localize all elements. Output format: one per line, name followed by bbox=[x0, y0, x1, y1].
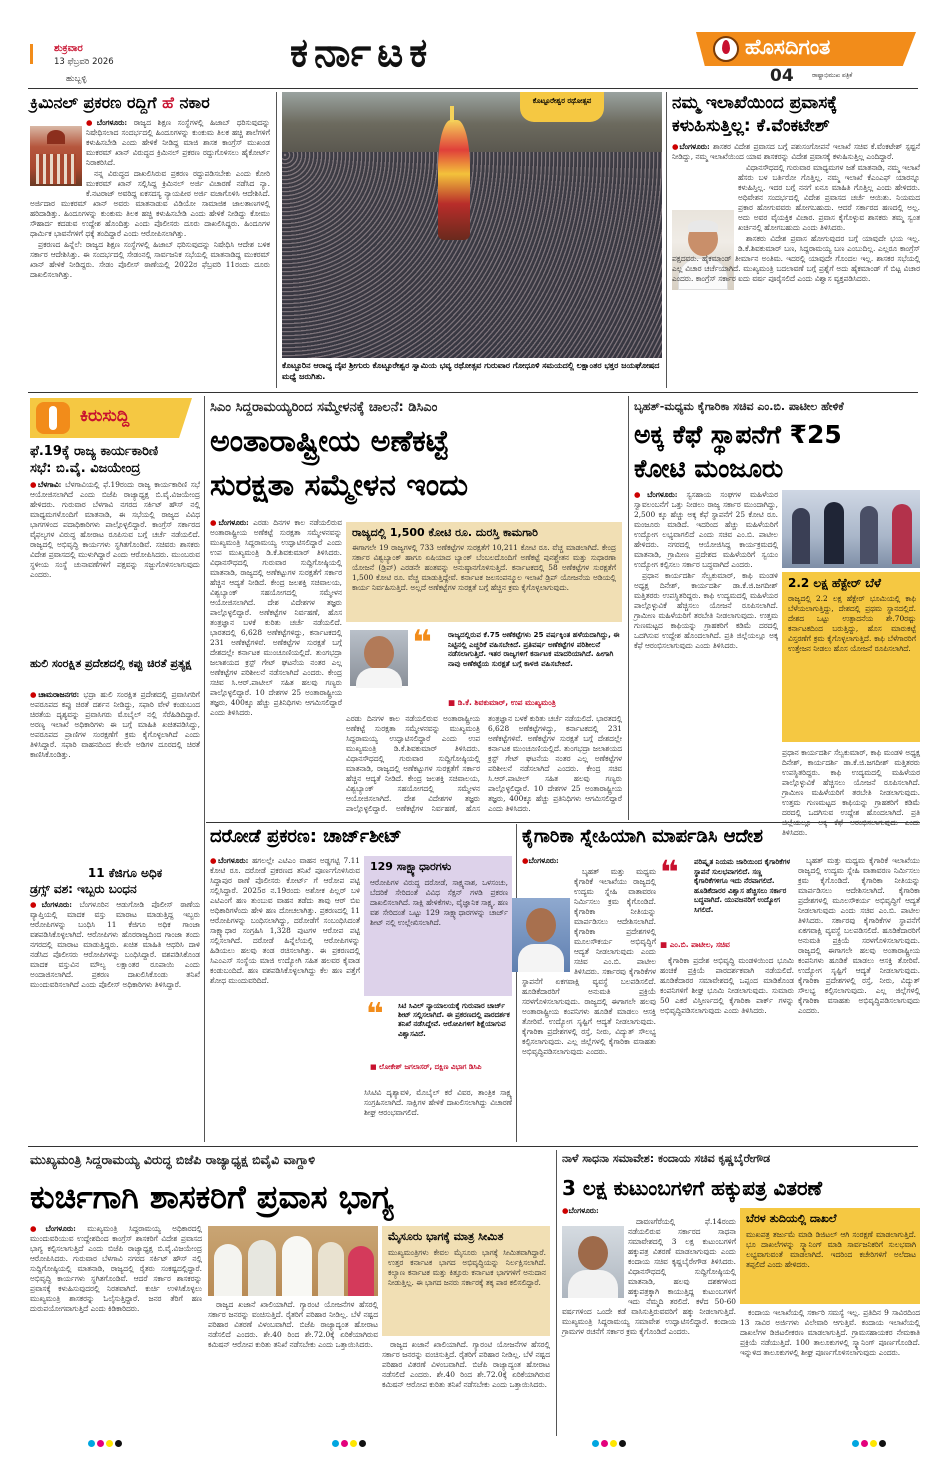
bjp-body-3 bbox=[382, 1340, 550, 1434]
bjp-body-2-text: ರಾಜ್ಯದ ಖಜಾನೆ ಖಾಲಿಯಾಗಿದೆ. ಗ್ಯಾರಂಟಿ ಯೋಜನೆಗಳ ಹೆಸರಲ್ಲಿ ಸರ್ಕಾರ ಜನರನ್ನು ವಂಚಿಸುತ್ತಿದೆ. ರೈತರಿಗೆ ಪರಿಹಾರ ನೀಡಿಲ್ಲ. ಬೆಳೆ ನಷ್ಟದ ಪರಿಹಾರ ವಿತರಣೆ ವಿಳಂಬವಾಗಿದೆ. ಬಿಜೆಪಿ ರಾಜ್ಯಾದ್ಯಂತ ಹೋರಾಟ ನಡೆಸಲಿದೆ ಎಂದರು. ಶೇ.40 ರಿಂದ ಶೇ.72.0ಕ್ಕೆ ಏರಿಕೆಯಾಗಿರುವ ಕಮಿಷನ್ ಆರೋಪ ಕುರಿತು ತನಿಖೆ ನಡೆಸಬೇಕು ಎಂದು ಒತ್ತಾಯಿಸಿದರು. bbox=[208, 1300, 378, 1349]
kirusuddi-hand-icon bbox=[36, 402, 70, 434]
dam-dateline: ಬೆಂಗಳೂರು: bbox=[218, 518, 249, 527]
kiru-leopard-text: ಭದ್ರಾ ಹುಲಿ ಸಂರಕ್ಷಿತ ಪ್ರದೇಶದಲ್ಲಿ ಪ್ರವಾಸಿಗರಿಗೆ ಅಪರೂಪದ ಕಪ್ಪು ಚಿರತೆ ದರ್ಶನ ನೀಡಿದ್ದು, ಸಫಾರಿ ವೇಳೆ ಕಂಡುಬಂದ ಚಿರತೆಯ ದೃಶ್ಯವನ್ನು ಪ್ರವಾಸಿಗರು ಮೊಬೈಲ್ ನಲ್ಲಿ ಸೆರೆಹಿಡಿದಿದ್ದಾರೆ. ಅರಣ್ಯ ಇಲಾಖೆ ಅಧಿಕಾರಿಗಳು ಈ ಬಗ್ಗೆ ಮಾಹಿತಿ ಖಚಿತಪಡಿಸಿದ್ದು, ಅಪರೂಪದ ಪ್ರಾಣಿಗಳ ಸಂರಕ್ಷಣೆಗೆ ಕ್ರಮ ಕೈಗೊಳ್ಳಲಾಗಿದೆ ಎಂದು ತಿಳಿಸಿದ್ದಾರೆ. ಸಫಾರಿ ವಾಹನದಿಂದ ಕೆಲವೇ ಅಡಿಗಳ ದೂರದಲ್ಲಿ ಚಿರತೆ ಕಾಣಿಸಿಕೊಂಡಿತ್ತು. bbox=[30, 690, 200, 759]
dam-box-body: ಈಗಾಗಲೇ 19 ರಾಜ್ಯಗಳಲ್ಲಿ 733 ಅಣೆಕಟ್ಟೆಗಳ ಸುರಕ್ಷತೆಗೆ 10,211 ಕೋಟಿ ರೂ. ವೆಚ್ಚ ಮಾಡಲಾಗಿದೆ. ಕೇಂದ್ರ ಸರ್ಕಾರ ವಿಶ್ವಬ್ಯಾಂಕ್ ಹಾಗೂ ಏಷಿಯಾದ ಬ್ಯಾಂಕ್ ಬೆಂಬಲದೊಂದಿಗೆ ಅಣೆಕಟ್ಟೆ ಪುನಶ್ಚೇತನ ಮತ್ತು ಸುಧಾರಣಾ ಯೋಜನೆ (ಡ್ರಿಪ್) ಎರಡನೇ ಹಂತವನ್ನು ಅನುಷ್ಠಾನಗೊಳಿಸುತ್ತಿದೆ. ಕರ್ನಾಟಕದಲ್ಲಿ 58 ಅಣೆಕಟ್ಟೆಗಳ ಸುರಕ್ಷತೆಗೆ 1,500 ಕೋಟಿ ರೂ. ವೆಚ್ಚ ಮಾಡುತ್ತಿದ್ದೇವೆ. ಕರ್ನಾಟಕ ಜಲಸಂಪನ್ಮೂಲ ಇಲಾಖೆ ಡ್ರಿಪ್ ಯೋಜನೆಯ ಅಡಿಯಲ್ಲಿ ಕಾರ್ಯ ನಿರ್ವಹಿಸುತ್ತಿದೆ. ಅಲ್ಲದೆ ಅಣೆಕಟ್ಟೆಗಳ ಸುರಕ್ಷತೆ ಬಗ್ಗೆ ಹೆಚ್ಚಿನ ಕ್ರಮ ಕೈಗೊಳ್ಳಲಾಗುವುದು. bbox=[352, 543, 616, 592]
bjp-person-5 bbox=[348, 1246, 374, 1296]
records-box-body: ಮುಖಪತ್ರ ತರ್ಜುಮೆ ಮಾಡಿ ಡಿಜಿಟಲ್ ಆಗಿ ಸಂರಕ್ಷಣೆ ಮಾಡಲಾಗುತ್ತಿದೆ. ಭೂ ದಾಖಲೆಗಳನ್ನು ಸ್ಕ್ಯಾನಿಂಗ್ ಮಾಡಿ ಸಾರ್ವಜನಿಕರಿಗೆ ಸುಲಭವಾಗಿ ಲಭ್ಯವಾಗುವಂತೆ ಮಾಡಲಾಗಿದೆ. ಇದರಿಂದ ಕಚೇರಿಗಳಿಗೆ ಅಲೆದಾಟ ತಪ್ಪಲಿದೆ ಎಂದು ಹೇಳಿದರು. bbox=[746, 1230, 916, 1269]
rathotsava-caption: ಕೊಟ್ಟೂರಿನ ಆರಾಧ್ಯ ದೈವ ಶ್ರೀಗುರು ಕೊಟ್ಟೂರೇಶ್ವರ ಸ್ವಾಮಿಯ ಭವ್ಯ ರಥೋತ್ಸವ ಗುರುವಾರ ಗೋಧೂಳಿ ಸಮಯದಲ್ಲಿ ಲಕ್ಷಾಂತರ ಭಕ್ತರ ಜಯಘೋಷದ ಮಧ್ಯೆ ಜರುಗಿತು. bbox=[282, 361, 660, 381]
registration-marks-2 bbox=[332, 1440, 366, 1447]
industry-paragraph-2: ಕೈಗಾರಿಕಾ ಪ್ರದೇಶ ಅಭಿವೃದ್ಧಿ ಮಂಡಳಿಯಿಂದ ಭೂಮಿ ಹಂಚಿಕೆ ಪ್ರಕ್ರಿಯೆ ಪಾರದರ್ಶಕವಾಗಿ ನಡೆಯಲಿದೆ. ಹೂಡಿಕೆದಾರರ ಸಮಾವೇಶದಲ್ಲಿ ಒಪ್ಪಂದ ಮಾಡಿಕೊಂಡ ಕಂಪನಿಗಳಿಗೆ ಶೀಘ್ರ ಭೂಮಿ ನೀಡಲಾಗುವುದು. ಸುಮಾರು 50 ಎಕರೆ ವಿಸ್ತೀರ್ಣದಲ್ಲಿ ಕೈಗಾರಿಕಾ ಪಾರ್ಕ್ ಗಳನ್ನು ಅಭಿವೃದ್ಧಿಪಡಿಸಲಾಗುವುದು ಎಂದು ತಿಳಿಸಿದರು. bbox=[660, 956, 794, 1015]
coffee-headline-2: ಕೋಟಿ ಮಂಜೂರು bbox=[634, 454, 784, 483]
bjp-travel-body: ●ಬೆಂಗಳೂರು: ಮುಖ್ಯಮಂತ್ರಿ ಸಿದ್ದರಾಮಯ್ಯ ಅಧಿಕಾರದಲ್ಲಿ ಮುಂದುವರಿಯುವ ಉದ್ದೇಶದಿಂದ ಕಾಂಗ್ರೆಸ್ ಶಾಸಕರಿಗೆ ವಿದೇಶ ಪ್ರವಾಸದ ಭಾಗ್ಯ ಕಲ್ಪಿಸಲಾಗುತ್ತಿದೆ ಎಂದು ಬಿಜೆಪಿ ರಾಜ್ಯಾಧ್ಯಕ್ಷ ಬಿ.ವೈ.ವಿಜಯೇಂದ್ರ ಆರೋಪಿಸಿದರು. ಗುರುವಾರ ಬೆಳಗಾವಿ ನಗರದ ಸರ್ಕಿಟ್ ಹೌಸ್ ನಲ್ಲಿ ಸುದ್ದಿಗೋಷ್ಠಿಯಲ್ಲಿ ಮಾತನಾಡಿ, ರಾಜ್ಯದಲ್ಲಿ ರೈತರು ಸಂಕಷ್ಟದಲ್ಲಿದ್ದಾರೆ. ಅಭಿವೃದ್ಧಿ ಕಾರ್ಯಗಳು ಸ್ಥಗಿತಗೊಂಡಿವೆ. ಆದರೆ ಸರ್ಕಾರ ಶಾಸಕರನ್ನು ಪ್ರವಾಸಕ್ಕೆ ಕಳುಹಿಸುವುದರಲ್ಲಿ ನಿರತವಾಗಿದೆ. ಕುರ್ಚಿ ಉಳಿಸಿಕೊಳ್ಳಲು ಮುಖ್ಯಮಂತ್ರಿ ಶಾಸಕರನ್ನು ಓಲೈಸುತ್ತಿದ್ದಾರೆ. ಜನರ ತೆರಿಗೆ ಹಣ ದುರುಪಯೋಗವಾಗುತ್ತಿದೆ ಎಂದು ಕಿಡಿಕಾರಿದರು. bbox=[30, 1224, 202, 1313]
dam-body: ●ಬೆಂಗಳೂರು: ಎರಡು ದಿನಗಳ ಕಾಲ ನಡೆಯಲಿರುವ ಅಂತಾರಾಷ್ಟ್ರೀಯ ಅಣೆಕಟ್ಟೆ ಸುರಕ್ಷತಾ ಸಮ್ಮೇಳನವನ್ನು ಮುಖ್ಯಮಂತ್ರಿ ಸಿದ್ದರಾಮಯ್ಯ ಉದ್ಘಾಟಿಸಲಿದ್ದಾರೆ ಎಂದು ಉಪ ಮುಖ್ಯಮಂತ್ರಿ ಡಿ.ಕೆ.ಶಿವಕುಮಾರ್ ತಿಳಿಸಿದರು. ವಿಧಾನಸೌಧದಲ್ಲಿ ಗುರುವಾರ ಸುದ್ದಿಗೋಷ್ಠಿಯಲ್ಲಿ ಮಾತನಾಡಿ, ರಾಜ್ಯದಲ್ಲಿ ಅಣೆಕಟ್ಟುಗಳ ಸುರಕ್ಷತೆಗೆ ಸರ್ಕಾರ ಹೆಚ್ಚಿನ ಆದ್ಯತೆ ನೀಡಿದೆ. ಕೇಂದ್ರ ಜಲಶಕ್ತಿ ಸಚಿವಾಲಯ, ವಿಶ್ವಬ್ಯಾಂಕ್ ಸಹಯೋಗದಲ್ಲಿ ಸಮ್ಮೇಳನ ಆಯೋಜಿಸಲಾಗಿದೆ. ದೇಶ ವಿದೇಶಗಳ ತಜ್ಞರು ಪಾಲ್ಗೊಳ್ಳಲಿದ್ದಾರೆ. ಅಣೆಕಟ್ಟೆಗಳ ನಿರ್ವಹಣೆ, ಹೊಸ ತಂತ್ರಜ್ಞಾನ ಬಳಕೆ ಕುರಿತು ಚರ್ಚೆ ನಡೆಯಲಿದೆ. ಭಾರತದಲ್ಲಿ 6,628 ಅಣೆಕಟ್ಟೆಗಳಿದ್ದು, ಕರ್ನಾಟಕದಲ್ಲಿ 231 ಅಣೆಕಟ್ಟೆಗಳಿವೆ. ಅಣೆಕಟ್ಟೆಗಳ ಸುರಕ್ಷತೆ ಬಗ್ಗೆ ದೇಶದಲ್ಲೇ ಕರ್ನಾಟಕ ಮುಂಚೂಣಿಯಲ್ಲಿದೆ. ತುಂಗಭದ್ರಾ ಜಲಾಶಯದ ಕ್ರಸ್ಟ್ ಗೇಟ್ ಘಟನೆಯ ನಂತರ ಎಲ್ಲ ಅಣೆಕಟ್ಟೆಗಳ ಪರಿಶೀಲನೆ ನಡೆಸಲಾಗಿದೆ ಎಂದರು. ಕೇಂದ್ರ ಸಚಿವ ಸಿ.ಆರ್.ಪಾಟೀಲ್ ಸಹಿತ ಹಲವು ಗಣ್ಯರು ಪಾಲ್ಗೊಳ್ಳಲಿದ್ದಾರೆ. 10 ದೇಶಗಳ 25 ಅಂತಾರಾಷ್ಟ್ರೀಯ ತಜ್ಞರು, 400ಕ್ಕೂ ಹೆಚ್ಚು ಪ್ರತಿನಿಧಿಗಳು ಆಗಮಿಸಲಿದ್ದಾರೆ ಎಂದು ತಿಳಿಸಿದರು. bbox=[210, 518, 342, 717]
dam-text: ಎರಡು ದಿನಗಳ ಕಾಲ ನಡೆಯಲಿರುವ ಅಂತಾರಾಷ್ಟ್ರೀಯ ಅಣೆಕಟ್ಟೆ ಸುರಕ್ಷತಾ ಸಮ್ಮೇಳನವನ್ನು ಮುಖ್ಯಮಂತ್ರಿ ಸಿದ್ದರಾಮಯ್ಯ ಉದ್ಘಾಟಿಸಲಿದ್ದಾರೆ ಎಂದು ಉಪ ಮುಖ್ಯಮಂತ್ರಿ ಡಿ.ಕೆ.ಶಿವಕುಮಾರ್ ತಿಳಿಸಿದರು. ವಿಧಾನಸೌಧದಲ್ಲಿ ಗುರುವಾರ ಸುದ್ದಿಗೋಷ್ಠಿಯಲ್ಲಿ ಮಾತನಾಡಿ, ರಾಜ್ಯದಲ್ಲಿ ಅಣೆಕಟ್ಟುಗಳ ಸುರಕ್ಷತೆಗೆ ಸರ್ಕಾರ ಹೆಚ್ಚಿನ ಆದ್ಯತೆ ನೀಡಿದೆ. ಕೇಂದ್ರ ಜಲಶಕ್ತಿ ಸಚಿವಾಲಯ, ವಿಶ್ವಬ್ಯಾಂಕ್ ಸಹಯೋಗದಲ್ಲಿ ಸಮ್ಮೇಳನ ಆಯೋಜಿಸಲಾಗಿದೆ. ದೇಶ ವಿದೇಶಗಳ ತಜ್ಞರು ಪಾಲ್ಗೊಳ್ಳಲಿದ್ದಾರೆ. ಅಣೆಕಟ್ಟೆಗಳ ನಿರ್ವಹಣೆ, ಹೊಸ ತಂತ್ರಜ್ಞಾನ ಬಳಕೆ ಕುರಿತು ಚರ್ಚೆ ನಡೆಯಲಿದೆ. ಭಾರತದಲ್ಲಿ 6,628 ಅಣೆಕಟ್ಟೆಗಳಿದ್ದು, ಕರ್ನಾಟಕದಲ್ಲಿ 231 ಅಣೆಕಟ್ಟೆಗಳಿವೆ. ಅಣೆಕಟ್ಟೆಗಳ ಸುರಕ್ಷತೆ ಬಗ್ಗೆ ದೇಶದಲ್ಲೇ ಕರ್ನಾಟಕ ಮುಂಚೂಣಿಯಲ್ಲಿದೆ. ತುಂಗಭದ್ರಾ ಜಲಾಶಯದ ಕ್ರಸ್ಟ್ ಗೇಟ್ ಘಟನೆಯ ನಂತರ ಎಲ್ಲ ಅಣೆಕಟ್ಟೆಗಳ ಪರಿಶೀಲನೆ ನಡೆಸಲಾಗಿದೆ ಎಂದರು. ಕೇಂದ್ರ ಸಚಿವ ಸಿ.ಆರ್.ಪಾಟೀಲ್ ಸಹಿತ ಹಲವು ಗಣ್ಯರು ಪಾಲ್ಗೊಳ್ಳಲಿದ್ದಾರೆ. 10 ದೇಶಗಳ 25 ಅಂತಾರಾಷ್ಟ್ರೀಯ ತಜ್ಞರು, 400ಕ್ಕೂ ಹೆಚ್ಚು ಪ್ರತಿನಿಧಿಗಳು ಆಗಮಿಸಲಿದ್ದಾರೆ ಎಂದು ತಿಳಿಸಿದರು. bbox=[210, 518, 342, 717]
venkatesh-paragraph-2: ವಿಧಾನಸೌಧದಲ್ಲಿ ಗುರುವಾರ ಮಾಧ್ಯಮಗಳ ಜತೆ ಮಾತನಾಡಿ, ನಮ್ಮ ಇಲಾಖೆ ಹೆಸರು ಬಳ ಬರ್ತಿರೋ ಗೊತ್ತಿಲ್ಲ. ನಮ್ಮ ಇಲಾಖೆ ಕೆಎಂಎಫ್ ಯಾರನ್ನೂ ಕಳುಹಿಸ್ತಿಲ್ಲ. ಇದರ ಬಗ್ಗೆ ನನಗೆ ಏನೂ ಮಾಹಿತಿ ಗೊತ್ತಿಲ್ಲ ಎಂದು ಹೇಳಿದರು. ಅಧಿವೇಶನ ಸಂದರ್ಭದಲ್ಲಿ ವಿದೇಶ ಪ್ರವಾಸದ ಚರ್ಚೆ ಆಯಿತು. ನಿಯಮದ ಪ್ರಕಾರ ಹೋಗುವವರು ಹೋಗಬಹುದು. ಆದರೆ ಸರ್ಕಾರದ ಹಣದಲ್ಲಿ ಅಲ್ಲ. ಅದು ಅವರ ವೈಯಕ್ತಿಕ ವಿಚಾರ. ಪ್ರವಾಸ ಕೈಗೊಳ್ಳುವ ಶಾಸಕರು ತಮ್ಮ ಸ್ವಂತ ಖರ್ಚಿನಲ್ಲಿ ಹೋಗಬಹುದು ಎಂದು ತಿಳಿಸಿದರು. bbox=[738, 163, 920, 232]
venkatesh-headline-2: ಕಳುಹಿಸುತ್ತಿಲ್ಲ: ಕೆ.ವೆಂಕಟೇಶ್ bbox=[672, 116, 830, 136]
darode-dateline: ಬೆಂಗಳೂರು: bbox=[217, 856, 249, 865]
hakkupatra-body-2-text: ಕಂದಾಯ ಇಲಾಖೆಯಲ್ಲಿ ಸರ್ಕಾರಿ ಸಮಸ್ಯೆ ಇಲ್ಲ. ಪ್ರತಿದಿನ 9 ಸಾವಿರದಿಂದ 13 ಸಾವಿರ ಅರ್ಜಿಗಳು ವಿಲೇವಾರಿ ಆಗುತ್ತಿವೆ. ಕಂದಾಯ ಇಲಾಖೆಯಲ್ಲಿ ದಾಖಲೆಗಳ ಡಿಜಿಟಲೀಕರಣ ಮಾಡಲಾಗುತ್ತಿದೆ. ಗ್ರಾಮಸಹಾಯಕರ ನೇಮಕಾತಿ ಪ್ರಕ್ರಿಯೆ ನಡೆಯುತ್ತಿದೆ. 100 ತಾಲೂಕುಗಳಲ್ಲಿ ಸ್ಕ್ಯಾನಿಂಗ್ ಪೂರ್ಣಗೊಂಡಿದೆ. ಇನ್ನುಳಿದ ತಾಲೂಕುಗಳಲ್ಲಿ ಶೀಘ್ರ ಪೂರ್ಣಗೊಳಿಸಲಾಗುವುದು ಎಂದರು. bbox=[740, 1308, 920, 1357]
bjp-person-2 bbox=[248, 1240, 276, 1296]
bjp-travel-kicker: ಮುಖ್ಯಮಂತ್ರಿ ಸಿದ್ದರಾಮಯ್ಯ ವಿರುದ್ಧ ಬಿಜೆಪಿ ರಾಜ್ಯಾಧ್ಯಕ್ಷ ಬಿವೈವಿ ವಾಗ್ದಾಳಿ bbox=[30, 1152, 316, 1167]
coffee-person-2 bbox=[824, 502, 844, 564]
kiru-bjp-headline-1: ಫೆ.19ಕ್ಕೆ ರಾಜ್ಯ ಕಾರ್ಯಕಾರಿಣಿ bbox=[30, 444, 159, 459]
coffee-person-1 bbox=[792, 508, 810, 564]
shivakumar-shirt bbox=[356, 668, 402, 688]
bjp-person-4 bbox=[318, 1242, 344, 1296]
masthead bbox=[0, 0, 945, 88]
hijab-paragraph-2: ನನ್ನ ವಿರುದ್ಧದ ದಾಖಲಿಸಿರುವ ಪ್ರಕರಣ ರದ್ದುಪಡಿಸಬೇಕು ಎಂದು ಕೋರಿ ಮುಕರಮ್ ಖಾನ್ ಸಲ್ಲಿಸಿದ್ದ ಕ್ರಿಮಿನಲ್ ಅರ್ಜಿ ವಿಚಾರಣೆ ನಡೆಸಿದ ನ್ಯಾ. ಕೆ.ನಟರಾಜ್ ಅವರಿದ್ದ ಏಕಸದಸ್ಯ ನ್ಯಾಯಪೀಠ ಅರ್ಜಿ ವಜಾಗೊಳಿಸಿ ಆದೇಶಿಸಿದೆ. ಅರ್ಜಿದಾರ ಮುಕರಮ್ ಖಾನ್ ಅವರು ಮಾತನಾಡುವ ವಿಡಿಯೋ ಸಾಮಾಜಿಕ ಜಾಲತಾಣಗಳಲ್ಲಿ ಹರಿದಾಡಿತ್ತು. ಹಿಂದೂಗಳನ್ನು ಕುಂಕುಮ ತಿಲಕ ಹಚ್ಚಿ ಕಳುಹಿಸಬೇಡಿ ಎಂದು ಹೇಳಿಕೆ ನೀಡಿದ್ದು ಕೋಮು ಸೌಹಾರ್ದ ಕದಡುವ ಉದ್ದೇಶ ಹೊಂದಿತ್ತು ಎಂದು ಪೊಲೀಸರು ದೂರು ದಾಖಲಿಸಿದ್ದರು. ಹಿಂದೂಗಳ ಧಾರ್ಮಿಕ ಭಾವನೆಗಳಿಗೆ ಧಕ್ಕೆ ತಂದಿದ್ದಾರೆ ಎಂದು ಆರೋಪಿಸಲಾಗಿತ್ತು. bbox=[30, 169, 270, 238]
coffee-person-3 bbox=[860, 506, 878, 564]
coffee-body-2 bbox=[782, 748, 920, 837]
darode-text: ಹಗಲಲ್ಲೇ ಎಟಿಎಂ ವಾಹನ ಅಡ್ಡಗಟ್ಟಿ 7.11 ಕೋಟಿ ರೂ. ದರೋಡೆ ಪ್ರಕರಣದ ತನಿಖೆ ಪೂರ್ಣಗೊಳಿಸಿರುವ ಸಿದ್ದಾಪುರ ಠಾಣೆ ಪೊಲೀಸರು ಕೋರ್ಟ್ ಗೆ ಆರೋಪ ಪಟ್ಟಿ ಸಲ್ಲಿಸಿದ್ದಾರೆ. 2025ರ ನ.19ರಂದು ಅಶೋಕ ಪಿಲ್ಲರ್ ಬಳಿ ಎಟಿಎಂಗೆ ಹಣ ತುಂಬುವ ವಾಹನ ತಡೆದು ತಾವು ಆರ್ ಬಿಐ ಅಧಿಕಾರಿಗಳೆಂದು ಹೇಳಿ ಹಣ ದೋಚಲಾಗಿತ್ತು. ಪ್ರಕರಣದಲ್ಲಿ 11 ಆರೋಪಿಗಳನ್ನು ಬಂಧಿಸಲಾಗಿದ್ದು, ದರೋಡೆಗೆ ಸಂಬಂಧಿಸಿದಂತೆ ಸಾಕ್ಷ್ಯಾಧಾರ ಸಂಗ್ರಹಿಸಿ 1,328 ಪುಟಗಳ ಆರೋಪ ಪಟ್ಟಿ ಸಲ್ಲಿಸಲಾಗಿದೆ. ದರೋಡೆ ಹಿನ್ನೆಲೆಯಲ್ಲಿ ಆರೋಪಿಗಳನ್ನು ಹಿಡಿಯಲು ಹಲವು ತಂಡ ರಚಿಸಲಾಗಿತ್ತು. ಈ ಪ್ರಕರಣದಲ್ಲಿ ಸಿಎಂಎಸ್ ಸಂಸ್ಥೆಯ ಮಾಜಿ ಉದ್ಯೋಗಿ ಸಹಿತ ಹಲವರ ಕೈವಾಡ ಕಂಡುಬಂದಿದೆ. ಹಣ ವಶಪಡಿಸಿಕೊಳ್ಳಲಾಗಿದ್ದು ಕೆಲ ಹಣ ಪತ್ತೆಗೆ ಶೋಧ ಮುಂದುವರಿದಿದೆ. bbox=[210, 856, 360, 985]
hijab-headline-part-c: ನಕಾರ bbox=[173, 93, 210, 112]
coffee-event-photo bbox=[782, 490, 920, 568]
kiru-drugs-body: ●ಬೆಂಗಳೂರು: ಬೆಂಗಳೂರಿನ ಆಡುಗೋಡಿ ಪೊಲೀಸ್ ಠಾಣೆಯ ವ್ಯಾಪ್ತಿಯಲ್ಲಿ ಮಾದಕ ವಸ್ತು ಮಾರಾಟ ಮಾಡುತ್ತಿದ್ದ ಇಬ್ಬರು ಆರೋಪಿಗಳನ್ನು ಬಂಧಿಸಿ 11 ಕೆಜಿಗೂ ಅಧಿಕ ಗಾಂಜಾ ವಶಪಡಿಸಿಕೊಳ್ಳಲಾಗಿದೆ. ಆರೋಪಿಗಳು ಹೊರರಾಜ್ಯದಿಂದ ಗಾಂಜಾ ತಂದು ನಗರದಲ್ಲಿ ಮಾರಾಟ ಮಾಡುತ್ತಿದ್ದರು. ಖಚಿತ ಮಾಹಿತಿ ಆಧರಿಸಿ ದಾಳಿ ನಡೆಸಿದ ಪೊಲೀಸರು ಆರೋಪಿಗಳನ್ನು ಬಂಧಿಸಿದ್ದಾರೆ. ವಶಪಡಿಸಿಕೊಂಡ ಮಾದಕ ವಸ್ತುವಿನ ಮೌಲ್ಯ ಲಕ್ಷಾಂತರ ರೂಪಾಯಿ ಎಂದು ಅಂದಾಜಿಸಲಾಗಿದೆ. ಪ್ರಕರಣ ದಾಖಲಿಸಿಕೊಂಡು ತನಿಖೆ ಮುಂದುವರಿಸಲಾಗಿದೆ ಎಂದು ಪೊಲೀಸ್ ಅಧಿಕಾರಿಗಳು ತಿಳಿಸಿದ್ದಾರೆ. bbox=[30, 900, 200, 989]
hakkupatra-text: ದಾವಣಗೆರೆಯಲ್ಲಿ ಫೆ.14ರಂದು ನಡೆಯಲಿರುವ ಸರ್ಕಾರದ ಸಾಧನಾ ಸಮಾವೇಶದಲ್ಲಿ 3 ಲಕ್ಷ ಕುಟುಂಬಗಳಿಗೆ ಹಕ್ಕುಪತ್ರ ವಿತರಣೆ ಮಾಡಲಾಗುವುದು ಎಂದು ಕಂದಾಯ ಸಚಿವ ಕೃಷ್ಣಬೈರೇಗೌಡ ತಿಳಿಸಿದರು. ವಿಧಾನಸೌಧದಲ್ಲಿ ಸುದ್ದಿಗೋಷ್ಠಿಯಲ್ಲಿ ಮಾತನಾಡಿ, ಹಲವು ದಶಕಗಳಿಂದ ಹಕ್ಕುಪತ್ರಕ್ಕಾಗಿ ಕಾಯುತ್ತಿದ್ದ ಕುಟುಂಬಗಳಿಗೆ ಇದು ನೆಮ್ಮದಿ ತರಲಿದೆ. ಕಳೆದ 50-60 ವರ್ಷಗಳಿಂದ ಒಂದೇ ಕಡೆ ವಾಸಿಸುತ್ತಿರುವವರಿಗೆ ಹಕ್ಕು ನೀಡಲಾಗುತ್ತಿದೆ. ಮುಖ್ಯಮಂತ್ರಿ ಸಿದ್ದರಾಮಯ್ಯ ಸಮಾವೇಶ ಉದ್ಘಾಟಿಸಲಿದ್ದಾರೆ. ಕಂದಾಯ ಗ್ರಾಮಗಳ ರಚನೆಗೆ ಸರ್ಕಾರ ಕ್ರಮ ಕೈಗೊಂಡಿದೆ ಎಂದರು. bbox=[562, 1217, 736, 1336]
coffee-kicker: ಬೃಹತ್-ಮಧ್ಯಮ ಕೈಗಾರಿಕಾ ಸಚಿವ ಎಂ.ಬಿ. ಪಾಟೀಲ ಹೇಳಿಕೆ bbox=[634, 400, 844, 413]
page-number: 04 bbox=[770, 66, 794, 86]
darode-quote-by: ■ ಲೋಕೇಶ್ ಜಗಲಾಸರ್, ದಕ್ಷಿಣ ವಿಭಾಗ ಡಿಸಿಪಿ bbox=[370, 1063, 482, 1071]
section-title: ಕರ್ನಾಟಕ bbox=[290, 30, 434, 76]
kiru-leopard-body: ●ಚಾಮರಾಜನಗರ: ಭದ್ರಾ ಹುಲಿ ಸಂರಕ್ಷಿತ ಪ್ರದೇಶದಲ್ಲಿ ಪ್ರವಾಸಿಗರಿಗೆ ಅಪರೂಪದ ಕಪ್ಪು ಚಿರತೆ ದರ್ಶನ ನೀಡಿದ್ದು, ಸಫಾರಿ ವೇಳೆ ಕಂಡುಬಂದ ಚಿರತೆಯ ದೃಶ್ಯವನ್ನು ಪ್ರವಾಸಿಗರು ಮೊಬೈಲ್ ನಲ್ಲಿ ಸೆರೆಹಿಡಿದಿದ್ದಾರೆ. ಅರಣ್ಯ ಇಲಾಖೆ ಅಧಿಕಾರಿಗಳು ಈ ಬಗ್ಗೆ ಮಾಹಿತಿ ಖಚಿತಪಡಿಸಿದ್ದು, ಅಪರೂಪದ ಪ್ರಾಣಿಗಳ ಸಂರಕ್ಷಣೆಗೆ ಕ್ರಮ ಕೈಗೊಳ್ಳಲಾಗಿದೆ ಎಂದು ತಿಳಿಸಿದ್ದಾರೆ. ಸಫಾರಿ ವಾಹನದಿಂದ ಕೆಲವೇ ಅಡಿಗಳ ದೂರದಲ್ಲಿ ಚಿರತೆ ಕಾಣಿಸಿಕೊಂಡಿತ್ತು. bbox=[30, 690, 200, 759]
kiru-drugs-dateline: ಬೆಂಗಳೂರು: bbox=[41, 900, 72, 909]
registration-marks-1 bbox=[88, 1440, 122, 1447]
hijab-float-spacer bbox=[30, 118, 86, 190]
kiru-bjp-text: ಬೆಳಗಾವಿಯಲ್ಲಿ ಫೆ.19ರಂದು ರಾಜ್ಯ ಕಾರ್ಯಕಾರಿಣಿ ಸಭೆ ಆಯೋಜಿಸಲಾಗಿದೆ ಎಂದು ಬಿಜೆಪಿ ರಾಜ್ಯಾಧ್ಯಕ್ಷ ಬಿ.ವೈ.ವಿಜಯೇಂದ್ರ ಹೇಳಿದರು. ಗುರುವಾರ ಬೆಳಗಾವಿ ನಗರದ ಸರ್ಕಿಟ್ ಹೌಸ್ ನಲ್ಲಿ ಮಾಧ್ಯಮಗಳೊಂದಿಗೆ ಮಾತನಾಡಿ, ಈ ಸಭೆಯಲ್ಲಿ ರಾಜ್ಯದ ವಿವಿಧ ಭಾಗಗಳಿಂದ ಪದಾಧಿಕಾರಿಗಳು ಪಾಲ್ಗೊಳ್ಳಲಿದ್ದಾರೆ. ಕಾಂಗ್ರೆಸ್ ಸರ್ಕಾರದ ವೈಫಲ್ಯಗಳ ವಿರುದ್ಧ ಹೋರಾಟ ರೂಪಿಸುವ ಬಗ್ಗೆ ಚರ್ಚೆ ನಡೆಯಲಿದೆ. ರಾಜ್ಯದಲ್ಲಿ ಅಭಿವೃದ್ಧಿ ಕಾರ್ಯಗಳು ಸ್ಥಗಿತಗೊಂಡಿವೆ. ಸಚಿವರು ಶಾಸಕರು ವಿದೇಶ ಪ್ರವಾಸದಲ್ಲಿ ಮುಳುಗಿದ್ದಾರೆ ಎಂದು ಆರೋಪಿಸಿದರು. ಮುಂಬರುವ ಸ್ಥಳೀಯ ಸಂಸ್ಥೆ ಚುನಾವಣೆಗಳಿಗೆ ಪಕ್ಷವನ್ನು ಸಜ್ಜುಗೊಳಿಸಲಾಗುವುದು ಎಂದರು. bbox=[30, 480, 201, 579]
industry-body-3-text: ಬೃಹತ್ ಮತ್ತು ಮಧ್ಯಮ ಕೈಗಾರಿಕೆ ಇಲಾಖೆಯು ರಾಜ್ಯದಲ್ಲಿ ಉದ್ಯಮ ಸ್ನೇಹಿ ವಾತಾವರಣ ನಿರ್ಮಿಸಲು ಕ್ರಮ ಕೈಗೊಂಡಿದೆ. ಕೈಗಾರಿಕಾ ನೀತಿಯನ್ನು ಮಾರ್ಪಡಿಸಲು ಆದೇಶಿಸಲಾಗಿದೆ. ಕೈಗಾರಿಕಾ ಪ್ರದೇಶಗಳಲ್ಲಿ ಮೂಲಸೌಕರ್ಯ ಅಭಿವೃದ್ಧಿಗೆ ಆದ್ಯತೆ ನೀಡಲಾಗುವುದು ಎಂದು ಸಚಿವ ಎಂ.ಬಿ. ಪಾಟೀಲ ತಿಳಿಸಿದರು. ಸರ್ಕಾರವು ಕೈಗಾರಿಕೆಗಳ ಸ್ಥಾಪನೆಗೆ ಏಕಗವಾಕ್ಷಿ ವ್ಯವಸ್ಥೆ ಬಲಪಡಿಸಲಿದೆ. ಹೂಡಿಕೆದಾರರಿಗೆ ಅನುಮತಿ ಪ್ರಕ್ರಿಯೆ ಸರಳಗೊಳಿಸಲಾಗುವುದು. ರಾಜ್ಯದಲ್ಲಿ ಈಗಾಗಲೇ ಹಲವು ಅಂತಾರಾಷ್ಟ್ರೀಯ ಕಂಪನಿಗಳು ಹೂಡಿಕೆ ಮಾಡಲು ಆಸಕ್ತಿ ತೋರಿವೆ. ಉದ್ಯೋಗ ಸೃಷ್ಟಿಗೆ ಆದ್ಯತೆ ನೀಡಲಾಗುವುದು. ಕೈಗಾರಿಕಾ ಪ್ರದೇಶಗಳಲ್ಲಿ ರಸ್ತೆ, ನೀರು, ವಿದ್ಯುತ್ ಸೌಲಭ್ಯ ಕಲ್ಪಿಸಲಾಗುವುದು. ಎಲ್ಲ ಜಿಲ್ಲೆಗಳಲ್ಲಿ ಕೈಗಾರಿಕಾ ವಸಾಹತು ಅಭಿವೃದ್ಧಿಪಡಿಸಲಾಗುವುದು ಎಂದರು. bbox=[798, 856, 920, 1015]
dam-body-continued bbox=[346, 714, 622, 818]
coffee-paragraph-1: ಸ್ವಸಹಾಯ ಸಂಘಗಳ ಮಹಿಳೆಯರ ಸ್ವಾವಲಂಬನೆಗೆ ಒತ್ತು ನೀಡಲು ರಾಜ್ಯ ಸರ್ಕಾರ ಮುಂದಾಗಿದ್ದು, 2,500 ಕ್ಕೂ ಹೆಚ್ಚು ಅಕ್ಕ ಕೆಫೆ ಸ್ಥಾಪನೆಗೆ 25 ಕೋಟಿ ರೂ. ಮಂಜೂರು ಮಾಡಿದೆ. ಇದರಿಂದ ಹೆಚ್ಚು ಮಹಿಳೆಯರಿಗೆ ಉದ್ಯೋಗ ಲಭ್ಯವಾಗಲಿದೆ ಎಂದು ಸಚಿವ ಎಂ.ಬಿ. ಪಾಟೀಲ ಹೇಳಿದರು. ನಗರದಲ್ಲಿ ಆಯೋಜಿಸಿದ್ದ ಕಾರ್ಯಕ್ರಮದಲ್ಲಿ ಮಾತನಾಡಿ, ಗ್ರಾಮೀಣ ಪ್ರದೇಶದ ಮಹಿಳೆಯರಿಗೆ ಸ್ವಯಂ ಉದ್ಯೋಗ ಕಲ್ಪಿಸಲು ಸರ್ಕಾರ ಬದ್ಧವಾಗಿದೆ ಎಂದರು. bbox=[634, 490, 778, 569]
mysuru-box-body: ಮುಖ್ಯಮಂತ್ರಿಗಳು ಕೇವಲ ಮೈಸೂರು ಭಾಗಕ್ಕೆ ಸೀಮಿತವಾಗಿದ್ದಾರೆ. ಉತ್ತರ ಕರ್ನಾಟಕ ಭಾಗದ ಅಭಿವೃದ್ಧಿಯನ್ನು ನಿರ್ಲಕ್ಷಿಸಲಾಗಿದೆ. ಕಲ್ಯಾಣ ಕರ್ನಾಟಕ ಮತ್ತು ಕಿತ್ತೂರು ಕರ್ನಾಟಕ ಭಾಗಗಳಿಗೆ ಅನುದಾನ ನೀಡುತ್ತಿಲ್ಲ. ಈ ಭಾಗದ ಜನರು ಸರ್ಕಾರಕ್ಕೆ ತಕ್ಕ ಪಾಠ ಕಲಿಸಲಿದ್ದಾರೆ. bbox=[388, 1248, 546, 1287]
hakkupatra-headline: 3 ಲಕ್ಷ ಕುಟುಂಬಗಳಿಗೆ ಹಕ್ಕುಪತ್ರ ವಿತರಣೆ bbox=[562, 1176, 823, 1200]
masthead-city: ಹುಬ್ಬಳ್ಳಿ bbox=[66, 74, 87, 84]
chariot-flag bbox=[450, 106, 454, 122]
hijab-headline bbox=[30, 93, 270, 113]
registration-marks-4 bbox=[852, 1440, 886, 1447]
coffee-dateline: ಬೆಂಗಳೂರು: bbox=[647, 490, 678, 499]
hijab-headline-part-b: ಹೆ bbox=[162, 93, 174, 112]
hakkupatra-float-spacer bbox=[562, 1217, 628, 1301]
hakkupatra-body: ●ಬೆಂಗಳೂರು: ದಾವಣಗೆರೆಯಲ್ಲಿ ಫೆ.14ರಂದು ನಡೆಯಲಿರುವ ಸರ್ಕಾರದ ಸಾಧನಾ ಸಮಾವೇಶದಲ್ಲಿ 3 ಲಕ್ಷ ಕುಟುಂಬಗಳಿಗೆ ಹಕ್ಕುಪತ್ರ ವಿತರಣೆ ಮಾಡಲಾಗುವುದು ಎಂದು ಕಂದಾಯ ಸಚಿವ ಕೃಷ್ಣಬೈರೇಗೌಡ ತಿಳಿಸಿದರು. ವಿಧಾನಸೌಧದಲ್ಲಿ ಸುದ್ದಿಗೋಷ್ಠಿಯಲ್ಲಿ ಮಾತನಾಡಿ, ಹಲವು ದಶಕಗಳಿಂದ ಹಕ್ಕುಪತ್ರಕ್ಕಾಗಿ ಕಾಯುತ್ತಿದ್ದ ಕುಟುಂಬಗಳಿಗೆ ಇದು ನೆಮ್ಮದಿ ತರಲಿದೆ. ಕಳೆದ 50-60 ವರ್ಷಗಳಿಂದ ಒಂದೇ ಕಡೆ ವಾಸಿಸುತ್ತಿರುವವರಿಗೆ ಹಕ್ಕು ನೀಡಲಾಗುತ್ತಿದೆ. ಮುಖ್ಯಮಂತ್ರಿ ಸಿದ್ದರಾಮಯ್ಯ ಸಮಾವೇಶ ಉದ್ಘಾಟಿಸಲಿದ್ದಾರೆ. ಕಂದಾಯ ಗ್ರಾಮಗಳ ರಚನೆಗೆ ಸರ್ಕಾರ ಕ್ರಮ ಕೈಗೊಂಡಿದೆ ಎಂದರು. bbox=[562, 1206, 736, 1336]
chariot-tower bbox=[438, 120, 470, 240]
kirusuddi-finger-shape bbox=[49, 406, 57, 430]
industry-body-1: ●ಬೆಂಗಳೂರು: ಬೃಹತ್ ಮತ್ತು ಮಧ್ಯಮ ಕೈಗಾರಿಕೆ ಇಲಾಖೆಯು ರಾಜ್ಯದಲ್ಲಿ ಉದ್ಯಮ ಸ್ನೇಹಿ ವಾತಾವರಣ ನಿರ್ಮಿಸಲು ಕ್ರಮ ಕೈಗೊಂಡಿದೆ. ಕೈಗಾರಿಕಾ ನೀತಿಯನ್ನು ಮಾರ್ಪಡಿಸಲು ಆದೇಶಿಸಲಾಗಿದೆ. ಕೈಗಾರಿಕಾ ಪ್ರದೇಶಗಳಲ್ಲಿ ಮೂಲಸೌಕರ್ಯ ಅಭಿವೃದ್ಧಿಗೆ ಆದ್ಯತೆ ನೀಡಲಾಗುವುದು ಎಂದು ಸಚಿವ ಎಂ.ಬಿ. ಪಾಟೀಲ ತಿಳಿಸಿದರು. ಸರ್ಕಾರವು ಕೈಗಾರಿಕೆಗಳ ಸ್ಥಾಪನೆಗೆ ಏಕಗವಾಕ್ಷಿ ವ್ಯವಸ್ಥೆ ಬಲಪಡಿಸಲಿದೆ. ಹೂಡಿಕೆದಾರರಿಗೆ ಅನುಮತಿ ಪ್ರಕ್ರಿಯೆ ಸರಳಗೊಳಿಸಲಾಗುವುದು. ರಾಜ್ಯದಲ್ಲಿ ಈಗಾಗಲೇ ಹಲವು ಅಂತಾರಾಷ್ಟ್ರೀಯ ಕಂಪನಿಗಳು ಹೂಡಿಕೆ ಮಾಡಲು ಆಸಕ್ತಿ ತೋರಿವೆ. ಉದ್ಯೋಗ ಸೃಷ್ಟಿಗೆ ಆದ್ಯತೆ ನೀಡಲಾಗುವುದು. ಕೈಗಾರಿಕಾ ಪ್ರದೇಶಗಳಲ್ಲಿ ರಸ್ತೆ, ನೀರು, ವಿದ್ಯುತ್ ಸೌಲಭ್ಯ ಕಲ್ಪಿಸಲಾಗುವುದು. ಎಲ್ಲ ಜಿಲ್ಲೆಗಳಲ್ಲಿ ಕೈಗಾರಿಕಾ ವಸಾಹತು ಅಭಿವೃದ್ಧಿಪಡಿಸಲಾಗುವುದು ಎಂದರು. bbox=[522, 856, 656, 1056]
masthead-left-bar bbox=[30, 44, 33, 64]
registration-marks-3 bbox=[592, 1440, 626, 1447]
kiru-drugs-headline-1: 11 ಕೆಜಿಗೂ ಅಧಿಕ bbox=[87, 866, 163, 880]
industry-body-3 bbox=[798, 856, 920, 1142]
paper-tagline: ರಾಷ್ಟ್ರಾಭಿಮುಖ ಪತ್ರಿಕೆ bbox=[812, 72, 853, 79]
rathotsava-photo bbox=[282, 92, 662, 358]
bjp-person-1 bbox=[214, 1244, 242, 1296]
darode-headline: ದರೋಡೆ ಪ್ರಕರಣ: ಚಾರ್ಜ್‌ಶೀಟ್ bbox=[210, 826, 402, 847]
paper-name: ಹೊಸದಿಗಂತ bbox=[745, 35, 831, 59]
venkatesh-dateline: ಬೆಂಗಳೂರು: bbox=[679, 142, 710, 151]
rathotsava-badge bbox=[520, 92, 604, 122]
coffee-paragraph-2: ಪ್ರಧಾನ ಕಾರ್ಯದರ್ಶಿ ಸೆಲ್ವಕುಮಾರ್, ಕಾಫಿ ಮಂಡಳಿ ಅಧ್ಯಕ್ಷ ದಿನೇಶ್, ಕಾರ್ಯದರ್ಶಿ ಡಾ.ಕೆ.ಜಿ.ಜಗದೀಶ್ ಮತ್ತಿತರರು ಉಪಸ್ಥಿತರಿದ್ದರು. ಕಾಫಿ ಉದ್ಯಮದಲ್ಲಿ ಮಹಿಳೆಯರ ಪಾಲ್ಗೊಳ್ಳುವಿಕೆ ಹೆಚ್ಚಿಸಲು ಯೋಜನೆ ರೂಪಿಸಲಾಗಿದೆ. ಗ್ರಾಮೀಣ ಮಹಿಳೆಯರಿಗೆ ತರಬೇತಿ ನೀಡಲಾಗುವುದು. ಉತ್ತಮ ಗುಣಮಟ್ಟದ ಕಾಫಿಯನ್ನು ಗ್ರಾಹಕರಿಗೆ ಕಡಿಮೆ ದರದಲ್ಲಿ ಒದಗಿಸುವ ಉದ್ದೇಶ ಹೊಂದಲಾಗಿದೆ. ಪ್ರತಿ ಜಿಲ್ಲೆಯಲ್ಲೂ ಅಕ್ಕ ಕೆಫೆ ಆರಂಭಿಸಲಾಗುವುದು ಎಂದು ತಿಳಿಸಿದರು. bbox=[634, 571, 778, 650]
industry-paragraph-1: ಬೃಹತ್ ಮತ್ತು ಮಧ್ಯಮ ಕೈಗಾರಿಕೆ ಇಲಾಖೆಯು ರಾಜ್ಯದಲ್ಲಿ ಉದ್ಯಮ ಸ್ನೇಹಿ ವಾತಾವರಣ ನಿರ್ಮಿಸಲು ಕ್ರಮ ಕೈಗೊಂಡಿದೆ. ಕೈಗಾರಿಕಾ ನೀತಿಯನ್ನು ಮಾರ್ಪಡಿಸಲು ಆದೇಶಿಸಲಾಗಿದೆ. ಕೈಗಾರಿಕಾ ಪ್ರದೇಶಗಳಲ್ಲಿ ಮೂಲಸೌಕರ್ಯ ಅಭಿವೃದ್ಧಿಗೆ ಆದ್ಯತೆ ನೀಡಲಾಗುವುದು ಎಂದು ಸಚಿವ ಎಂ.ಬಿ. ಪಾಟೀಲ ತಿಳಿಸಿದರು. ಸರ್ಕಾರವು ಕೈಗಾರಿಕೆಗಳ ಸ್ಥಾಪನೆಗೆ ಏಕಗವಾಕ್ಷಿ ವ್ಯವಸ್ಥೆ ಬಲಪಡಿಸಲಿದೆ. ಹೂಡಿಕೆದಾರರಿಗೆ ಅನುಮತಿ ಪ್ರಕ್ರಿಯೆ ಸರಳಗೊಳಿಸಲಾಗುವುದು. ರಾಜ್ಯದಲ್ಲಿ ಈಗಾಗಲೇ ಹಲವು ಅಂತಾರಾಷ್ಟ್ರೀಯ ಕಂಪನಿಗಳು ಹೂಡಿಕೆ ಮಾಡಲು ಆಸಕ್ತಿ ತೋರಿವೆ. ಉದ್ಯೋಗ ಸೃಷ್ಟಿಗೆ ಆದ್ಯತೆ ನೀಡಲಾಗುವುದು. ಕೈಗಾರಿಕಾ ಪ್ರದೇಶಗಳಲ್ಲಿ ರಸ್ತೆ, ನೀರು, ವಿದ್ಯುತ್ ಸೌಲಭ್ಯ ಕಲ್ಪಿಸಲಾಗುವುದು. ಎಲ್ಲ ಜಿಲ್ಲೆಗಳಲ್ಲಿ ಕೈಗಾರಿಕಾ ವಸಾಹತು ಅಭಿವೃದ್ಧಿಪಡಿಸಲಾಗುವುದು ಎಂದರು. bbox=[522, 867, 656, 1056]
coffee-body-2-text: ಪ್ರಧಾನ ಕಾರ್ಯದರ್ಶಿ ಸೆಲ್ವಕುಮಾರ್, ಕಾಫಿ ಮಂಡಳಿ ಅಧ್ಯಕ್ಷ ದಿನೇಶ್, ಕಾರ್ಯದರ್ಶಿ ಡಾ.ಕೆ.ಜಿ.ಜಗದೀಶ್ ಮತ್ತಿತರರು ಉಪಸ್ಥಿತರಿದ್ದರು. ಕಾಫಿ ಉದ್ಯಮದಲ್ಲಿ ಮಹಿಳೆಯರ ಪಾಲ್ಗೊಳ್ಳುವಿಕೆ ಹೆಚ್ಚಿಸಲು ಯೋಜನೆ ರೂಪಿಸಲಾಗಿದೆ. ಗ್ರಾಮೀಣ ಮಹಿಳೆಯರಿಗೆ ತರಬೇತಿ ನೀಡಲಾಗುವುದು. ಉತ್ತಮ ಗುಣಮಟ್ಟದ ಕಾಫಿಯನ್ನು ಗ್ರಾಹಕರಿಗೆ ಕಡಿಮೆ ದರದಲ್ಲಿ ಒದಗಿಸುವ ಉದ್ದೇಶ ಹೊಂದಲಾಗಿದೆ. ಪ್ರತಿ ತಿಳಿಸಿದರು. bbox=[782, 748, 920, 837]
venkatesh-paragraph-1: ಶಾಸಕರ ವಿದೇಶ ಪ್ರವಾಸದ ಬಗ್ಗೆ ಪಶುಸಂಗೋಪನೆ ಇಲಾಖೆ ಸಚಿವ ಕೆ.ವೆಂಕಟೇಶ್ ಸ್ಪಷ್ಟನೆ ನೀಡಿದ್ದು, ನಮ್ಮ ಇಲಾಖೆಯಿಂದ ಯಾವ ಶಾಸಕರನ್ನು ವಿದೇಶ ಪ್ರವಾಸಕ್ಕೆ ಕಳುಹಿಸುತ್ತಿಲ್ಲ ಎಂದಿದ್ದಾರೆ. bbox=[672, 142, 920, 161]
industry-body-2 bbox=[660, 956, 794, 1142]
shivakumar-photo bbox=[350, 630, 408, 686]
kiru-leopard-headline: ಹುಲಿ ಸಂರಕ್ಷಿತ ಪ್ರದೇಶದಲ್ಲಿ ಕಪ್ಪು ಚಿರತೆ ಪ್ರತ್ಯಕ್ಷ bbox=[30, 657, 192, 670]
coffee-person-4 bbox=[892, 504, 912, 564]
lamp-flame-icon bbox=[722, 40, 730, 54]
darode-quote-mark-icon: ❝ bbox=[366, 997, 384, 1032]
dam-quote: ರಾಜ್ಯದಲ್ಲಿರುವ ಕೆ.75 ಅಣೆಕಟ್ಟೆಗಳು 25 ವರ್ಷಕ್ಕಿಂತ ಹಳೆಯದಾಗಿದ್ದು, ಈ ನಿಟ್ಟಿನಲ್ಲಿ ಎಚ್ಚರಿಕೆ ವಹಿಸಬೇಕಿದೆ. ಪ್ರತಿವರ್ಷ ಅಣೆಕಟ್ಟೆಗಳ ಪರಿಶೀಲನೆ ನಡೆಸಲಾಗುತ್ತಿದೆ. ಇತರ ರಾಜ್ಯಗಳಿಗೆ ಕರ್ನಾಟಕ ಮಾದರಿಯಾಗಿದೆ. ಹೀಗಾಗಿ ನಾವು ಅಣೆಕಟ್ಟೆಯ ಸುರಕ್ಷತೆ ಬಗ್ಗೆ ಕಾಳಜಿ ವಹಿಸಬೇಕಿದೆ. bbox=[448, 630, 620, 668]
dam-box-title: ರಾಜ್ಯದಲ್ಲಿ 1,500 ಕೋಟಿ ರೂ. ದುರಸ್ತಿ ಕಾಮಗಾರಿ bbox=[352, 526, 538, 539]
bjp-travel-headline: ಕುರ್ಚಿಗಾಗಿ ಶಾಸಕರಿಗೆ ಪ್ರವಾಸ ಭಾಗ್ಯ bbox=[30, 1178, 394, 1216]
industry-quote-by: ■ ಎಂ.ಬಿ. ಪಾಟೀಲ, ಸಚಿವ bbox=[660, 940, 730, 949]
bjp-travel-text: ಮುಖ್ಯಮಂತ್ರಿ ಸಿದ್ದರಾಮಯ್ಯ ಅಧಿಕಾರದಲ್ಲಿ ಮುಂದುವರಿಯುವ ಉದ್ದೇಶದಿಂದ ಕಾಂಗ್ರೆಸ್ ಶಾಸಕರಿಗೆ ವಿದೇಶ ಪ್ರವಾಸದ ಭಾಗ್ಯ ಕಲ್ಪಿಸಲಾಗುತ್ತಿದೆ ಎಂದು ಬಿಜೆಪಿ ರಾಜ್ಯಾಧ್ಯಕ್ಷ ಬಿ.ವೈ.ವಿಜಯೇಂದ್ರ ಆರೋಪಿಸಿದರು. ಗುರುವಾರ ಬೆಳಗಾವಿ ನಗರದ ಸರ್ಕಿಟ್ ಹೌಸ್ ನಲ್ಲಿ ಸುದ್ದಿಗೋಷ್ಠಿಯಲ್ಲಿ ಮಾತನಾಡಿ, ರಾಜ್ಯದಲ್ಲಿ ರೈತರು ಸಂಕಷ್ಟದಲ್ಲಿದ್ದಾರೆ. ಅಭಿವೃದ್ಧಿ ಕಾರ್ಯಗಳು ಸ್ಥಗಿತಗೊಂಡಿವೆ. ಆದರೆ ಸರ್ಕಾರ ಶಾಸಕರನ್ನು ಪ್ರವಾಸಕ್ಕೆ ಕಳುಹಿಸುವುದರಲ್ಲಿ ನಿರತವಾಗಿದೆ. ಕುರ್ಚಿ ಉಳಿಸಿಕೊಳ್ಳಲು ಮುಖ್ಯಮಂತ್ರಿ ಶಾಸಕರನ್ನು ಓಲೈಸುತ್ತಿದ್ದಾರೆ. ಜನರ ತೆರಿಗೆ ಹಣ ದುರುಪಯೋಗವಾಗುತ್ತಿದೆ ಎಂದು ಕಿಡಿಕಾರಿದರು. bbox=[30, 1224, 202, 1313]
kiru-bjp-body: ●ಬೆಳಗಾವಿ: ಬೆಳಗಾವಿಯಲ್ಲಿ ಫೆ.19ರಂದು ರಾಜ್ಯ ಕಾರ್ಯಕಾರಿಣಿ ಸಭೆ ಆಯೋಜಿಸಲಾಗಿದೆ ಎಂದು ಬಿಜೆಪಿ ರಾಜ್ಯಾಧ್ಯಕ್ಷ ಬಿ.ವೈ.ವಿಜಯೇಂದ್ರ ಹೇಳಿದರು. ಗುರುವಾರ ಬೆಳಗಾವಿ ನಗರದ ಸರ್ಕಿಟ್ ಹೌಸ್ ನಲ್ಲಿ ಮಾಧ್ಯಮಗಳೊಂದಿಗೆ ಮಾತನಾಡಿ, ಈ ಸಭೆಯಲ್ಲಿ ರಾಜ್ಯದ ವಿವಿಧ ಭಾಗಗಳಿಂದ ಪದಾಧಿಕಾರಿಗಳು ಪಾಲ್ಗೊಳ್ಳಲಿದ್ದಾರೆ. ಕಾಂಗ್ರೆಸ್ ಸರ್ಕಾರದ ವೈಫಲ್ಯಗಳ ವಿರುದ್ಧ ಹೋರಾಟ ರೂಪಿಸುವ ಬಗ್ಗೆ ಚರ್ಚೆ ನಡೆಯಲಿದೆ. ರಾಜ್ಯದಲ್ಲಿ ಅಭಿವೃದ್ಧಿ ಕಾರ್ಯಗಳು ಸ್ಥಗಿತಗೊಂಡಿವೆ. ಸಚಿವರು ಶಾಸಕರು ವಿದೇಶ ಪ್ರವಾಸದಲ್ಲಿ ಮುಳುಗಿದ್ದಾರೆ ಎಂದು ಆರೋಪಿಸಿದರು. ಮುಂಬರುವ ಸ್ಥಳೀಯ ಸಂಸ್ಥೆ ಚುನಾವಣೆಗಳಿಗೆ ಪಕ್ಷವನ್ನು ಸಜ್ಜುಗೊಳಿಸಲಾಗುವುದು ಎಂದರು. bbox=[30, 480, 201, 579]
crowd-texture bbox=[282, 152, 662, 358]
hijab-paragraph-3: ಪ್ರಕರಣದ ಹಿನ್ನೆಲೆ: ರಾಜ್ಯದ ಶಿಕ್ಷಣ ಸಂಸ್ಥೆಗಳಲ್ಲಿ ಹಿಜಾಬ್ ಧರಿಸುವುದನ್ನು ನಿಷೇಧಿಸಿ ಆದೇಶ ಬಳಿಕ ಸರ್ಕಾರ ಆದೇಶಿಸಿತ್ತು. ಈ ಸಂದರ್ಭದಲ್ಲಿ ಸೇಡಂನಲ್ಲಿ ಸಾರ್ವಜನಿಕ ಸಭೆಯಲ್ಲಿ ಮಾತನಾಡಿದ್ದ ಮುಕರಮ್ ಖಾನ್ ಹೇಳಿಕೆ ನೀಡಿದ್ದರು. ಸೇಡಂ ಪೊಲೀಸ್ ಠಾಣೆಯಲ್ಲಿ 2022ರ ಫೆಬ್ರವರಿ 11ರಂದು ದೂರು ದಾಖಲಿಸಲಾಗಿತ್ತು. bbox=[30, 240, 270, 279]
industry-dateline: ಬೆಂಗಳೂರು: bbox=[528, 856, 559, 865]
kiru-bjp-headline-2: ಸಭೆ: ಬಿ.ವೈ. ವಿಜಯೇಂದ್ರ bbox=[30, 461, 141, 476]
venkatesh-body: ●ಬೆಂಗಳೂರು: ಶಾಸಕರ ವಿದೇಶ ಪ್ರವಾಸದ ಬಗ್ಗೆ ಪಶುಸಂಗೋಪನೆ ಇಲಾಖೆ ಸಚಿವ ಕೆ.ವೆಂಕಟೇಶ್ ಸ್ಪಷ್ಟನೆ ನೀಡಿದ್ದು, ನಮ್ಮ ಇಲಾಖೆಯಿಂದ ಯಾವ ಶಾಸಕರನ್ನು ವಿದೇಶ ಪ್ರವಾಸಕ್ಕೆ ಕಳುಹಿಸುತ್ತಿಲ್ಲ ಎಂದಿದ್ದಾರೆ. ವಿಧಾನಸೌಧದಲ್ಲಿ ಗುರುವಾರ ಮಾಧ್ಯಮಗಳ ಜತೆ ಮಾತನಾಡಿ, ನಮ್ಮ ಇಲಾಖೆ ಹೆಸರು ಬಳ ಬರ್ತಿರೋ ಗೊತ್ತಿಲ್ಲ. ನಮ್ಮ ಇಲಾಖೆ ಕೆಎಂಎಫ್ ಯಾರನ್ನೂ ಕಳುಹಿಸ್ತಿಲ್ಲ. ಇದರ ಬಗ್ಗೆ ನನಗೆ ಏನೂ ಮಾಹಿತಿ ಗೊತ್ತಿಲ್ಲ ಎಂದು ಹೇಳಿದರು. ಅಧಿವೇಶನ ಸಂದರ್ಭದಲ್ಲಿ ವಿದೇಶ ಪ್ರವಾಸದ ಚರ್ಚೆ ಆಯಿತು. ನಿಯಮದ ಪ್ರಕಾರ ಹೋಗುವವರು ಹೋಗಬಹುದು. ಆದರೆ ಸರ್ಕಾರದ ಹಣದಲ್ಲಿ ಅಲ್ಲ. ಅದು ಅವರ ವೈಯಕ್ತಿಕ ವಿಚಾರ. ಪ್ರವಾಸ ಕೈಗೊಳ್ಳುವ ಶಾಸಕರು ತಮ್ಮ ಸ್ವಂತ ಖರ್ಚಿನಲ್ಲಿ ಹೋಗಬಹುದು ಎಂದು ತಿಳಿಸಿದರು. ಶಾಸಕರು ವಿದೇಶ ಪ್ರವಾಸ ಹೋಗುವುದರ ಬಗ್ಗೆ ಯಾವುದೇ ಭಯ ಇಲ್ಲ. ಡಿ.ಕೆ.ಶಿವಕುಮಾರ್ ಬಣ, ಸಿದ್ದರಾಮಯ್ಯ ಬಣ ಎಂಬುದಿಲ್ಲ. ಎಲ್ಲರೂ ಕಾಂಗ್ರೆಸ್ ಪಕ್ಷದವರು. ಹೈಕಮಾಂಡ್ ತೀರ್ಮಾನ ಅಂತಿಮ. ಇದರಲ್ಲಿ ಯಾವುದೇ ಗೊಂದಲ ಇಲ್ಲ. ಶಾಸಕರ ಸಭೆಯಲ್ಲಿ ಎಲ್ಲ ವಿಚಾರ ಚರ್ಚೆಯಾಗಿದೆ. ಮುಖ್ಯಮಂತ್ರಿ ಬದಲಾವಣೆ ಬಗ್ಗೆ ಪ್ರಶ್ನೆಗೆ ಅದು ಹೈಕಮಾಂಡ್ ಗೆ ಬಿಟ್ಟ ವಿಚಾರ ಎಂದರು. ಕಾಂಗ್ರೆಸ್ ಸರ್ಕಾರ ಐದು ವರ್ಷ ಪೂರೈಸಲಿದೆ ಎಂದು ವಿಶ್ವಾಸ ವ್ಯಕ್ತಪಡಿಸಿದರು. bbox=[672, 142, 920, 283]
industry-headline: ಕೈಗಾರಿಕಾ ಸ್ನೇಹಿಯಾಗಿ ಮಾರ್ಪಡಿಸಿ ಆದೇಶ bbox=[522, 826, 763, 847]
darode-body-2: ಸಿಸಿಟಿವಿ ದೃಶ್ಯಾವಳಿ, ಮೊಬೈಲ್ ಕರೆ ವಿವರ, ತಾಂತ್ರಿಕ ಸಾಕ್ಷ್ಯ ಸಂಗ್ರಹಿಸಲಾಗಿದೆ. ಸಾಕ್ಷಿಗಳ ಹೇಳಿಕೆ ದಾಖಲಿಸಲಾಗಿದ್ದು ವಿಚಾರಣೆ ಶೀಘ್ರ ಆರಂಭವಾಗಲಿದೆ. bbox=[364, 1088, 512, 1117]
dam-quote-by: ■ ಡಿ.ಕೆ. ಶಿವಕುಮಾರ್, ಉಪ ಮುಖ್ಯಮಂತ್ರಿ bbox=[448, 698, 556, 707]
mysuru-box-title: ಮೈಸೂರು ಭಾಗಕ್ಕೆ ಮಾತ್ರ ಸೀಮಿತ bbox=[388, 1230, 504, 1243]
kiru-drugs-headline-2: ಡ್ರಗ್ಸ್ ವಶ: ಇಬ್ಬರು ಬಂಧನ bbox=[30, 882, 137, 896]
venkatesh-float-spacer bbox=[672, 163, 738, 247]
coffee-box-title: 2.2 ಲಕ್ಷ ಹೆಕ್ಟೇರ್ ಬೆಳೆ bbox=[788, 576, 881, 590]
industry-quote: ಪರಿಷ್ಕೃತ ನಿಯಮ ಜಾರಿಯಿಂದ ಕೈಗಾರಿಕೆಗಳ ಸ್ಥಾಪನೆ ಸುಲಭವಾಗಲಿದೆ. ಸಣ್ಣ ಕೈಗಾರಿಕೆಗಳಿಗೂ ಇದು ನೆರವಾಗಲಿದೆ. ಹೂಡಿಕೆದಾರರ ವಿಶ್ವಾಸ ಹೆಚ್ಚಿಸಲು ಸರ್ಕಾರ ಬದ್ಧವಾಗಿದೆ. ಯುವಜನರಿಗೆ ಉದ್ಯೋಗ ಸಿಗಲಿದೆ. bbox=[694, 858, 791, 914]
kirusuddi-label: ಕಿರುಸುದ್ದಿ bbox=[80, 406, 130, 426]
industry-float-spacer bbox=[522, 867, 574, 975]
masthead-day: ಶುಕ್ರವಾರ bbox=[54, 43, 83, 54]
hijab-paragraph-1: ರಾಜ್ಯದ ಶಿಕ್ಷಣ ಸಂಸ್ಥೆಗಳಲ್ಲಿ ಹಿಜಾಬ್ ಧರಿಸುವುದನ್ನು ನಿಷೇಧಿಸಲಾದ ಸಂದರ್ಭದಲ್ಲಿ ಹಿಂದೂಗಳನ್ನು ಕುಂಕುಮ ತಿಲಕ ಹಚ್ಚಿ ಶಾಲೆಗಳಿಗೆ ಕಳುಹಿಸಬೇಡಿ ಎಂದು ಹೇಳಿಕೆ ನೀಡಿದ್ದ ಮಾಜಿ ಶಾಸಕ ಕಾಂಗ್ರೆಸ್ ಮುಖಂಡ ಮುಕರಮ್ ಖಾನ್ ವಿರುದ್ಧದ ಕ್ರಿಮಿನಲ್ ಪ್ರಕರಣ ರದ್ದುಗೊಳಿಸಲು ಹೈಕೋರ್ಟ್ ನಿರಾಕರಿಸಿದೆ. bbox=[86, 118, 270, 167]
darode-body: ●ಬೆಂಗಳೂರು: ಹಗಲಲ್ಲೇ ಎಟಿಎಂ ವಾಹನ ಅಡ್ಡಗಟ್ಟಿ 7.11 ಕೋಟಿ ರೂ. ದರೋಡೆ ಪ್ರಕರಣದ ತನಿಖೆ ಪೂರ್ಣಗೊಳಿಸಿರುವ ಸಿದ್ದಾಪುರ ಠಾಣೆ ಪೊಲೀಸರು ಕೋರ್ಟ್ ಗೆ ಆರೋಪ ಪಟ್ಟಿ ಸಲ್ಲಿಸಿದ್ದಾರೆ. 2025ರ ನ.19ರಂದು ಅಶೋಕ ಪಿಲ್ಲರ್ ಬಳಿ ಎಟಿಎಂಗೆ ಹಣ ತುಂಬುವ ವಾಹನ ತಡೆದು ತಾವು ಆರ್ ಬಿಐ ಅಧಿಕಾರಿಗಳೆಂದು ಹೇಳಿ ಹಣ ದೋಚಲಾಗಿತ್ತು. ಪ್ರಕರಣದಲ್ಲಿ 11 ಆರೋಪಿಗಳನ್ನು ಬಂಧಿಸಲಾಗಿದ್ದು, ದರೋಡೆಗೆ ಸಂಬಂಧಿಸಿದಂತೆ ಸಾಕ್ಷ್ಯಾಧಾರ ಸಂಗ್ರಹಿಸಿ 1,328 ಪುಟಗಳ ಆರೋಪ ಪಟ್ಟಿ ಸಲ್ಲಿಸಲಾಗಿದೆ. ದರೋಡೆ ಹಿನ್ನೆಲೆಯಲ್ಲಿ ಆರೋಪಿಗಳನ್ನು ಹಿಡಿಯಲು ಹಲವು ತಂಡ ರಚಿಸಲಾಗಿತ್ತು. ಈ ಪ್ರಕರಣದಲ್ಲಿ ಸಿಎಂಎಸ್ ಸಂಸ್ಥೆಯ ಮಾಜಿ ಉದ್ಯೋಗಿ ಸಹಿತ ಹಲವರ ಕೈವಾಡ ಕಂಡುಬಂದಿದೆ. ಹಣ ವಶಪಡಿಸಿಕೊಳ್ಳಲಾಗಿದ್ದು ಕೆಲ ಹಣ ಪತ್ತೆಗೆ ಶೋಧ ಮುಂದುವರಿದಿದೆ. bbox=[210, 856, 360, 985]
darode-quote: ಸಿಟಿ ಸಿವಿಲ್ ನ್ಯಾಯಾಲಯಕ್ಕೆ ಗುರುವಾರ ಚಾರ್ಜ್ ಶೀಟ್ ಸಲ್ಲಿಸಲಾಗಿದೆ. ಈ ಪ್ರಕರಣದಲ್ಲಿ ಪಾರದರ್ಶಕ ತನಿಖೆ ನಡೆಸಿದ್ದೇವೆ. ಆರೋಪಿಗಳಿಗೆ ಶಿಕ್ಷೆಯಾಗುವ ವಿಶ್ವಾಸವಿದೆ. bbox=[398, 1002, 510, 1038]
bjp-body-3-text: ರಾಜ್ಯದ ಖಜಾನೆ ಖಾಲಿಯಾಗಿದೆ. ಗ್ಯಾರಂಟಿ ಯೋಜನೆಗಳ ಹೆಸರಲ್ಲಿ ಸರ್ಕಾರ ಜನರನ್ನು ವಂಚಿಸುತ್ತಿದೆ. ರೈತರಿಗೆ ಪರಿಹಾರ ನೀಡಿಲ್ಲ. ಬೆಳೆ ನಷ್ಟದ ಪರಿಹಾರ ವಿತರಣೆ ವಿಳಂಬವಾಗಿದೆ. ಬಿಜೆಪಿ ರಾಜ್ಯಾದ್ಯಂತ ಹೋರಾಟ ನಡೆಸಲಿದೆ ಎಂದರು. ಶೇ.40 ರಿಂದ ಶೇ.72.0ಕ್ಕೆ ಏರಿಕೆಯಾಗಿರುವ ಕಮಿಷನ್ ಆರೋಪ ಕುರಿತು ತನಿಖೆ ನಡೆಸಬೇಕು ಎಂದು ಒತ್ತಾಯಿಸಿದರು. bbox=[382, 1340, 550, 1389]
hijab-headline-part-a: ಕ್ರಿಮಿನಲ್ ಪ್ರಕರಣ ರದ್ದಿಗೆ bbox=[30, 93, 163, 112]
dam-headline-1: ಅಂತಾರಾಷ್ಟ್ರೀಯ ಅಣೆಕಟ್ಟೆ bbox=[210, 424, 449, 459]
bjp-body-2 bbox=[208, 1300, 378, 1434]
hakkupatra-kicker: ನಾಳೆ ಸಾಧನಾ ಸಮಾವೇಶ: ಕಂದಾಯ ಸಚಿವ ಕೃಷ್ಣಬೈರೇಗೌಡ bbox=[562, 1152, 771, 1165]
dam-kicker: ಸಿಎಂ ಸಿದ್ದರಾಮಯ್ಯರಿಂದ ಸಮ್ಮೇಳನಕ್ಕೆ ಚಾಲನೆ: ಡಿಸಿಎಂ bbox=[210, 400, 438, 415]
bjp-person-3 bbox=[282, 1236, 312, 1296]
bjp-travel-dateline: ಬೆಂಗಳೂರು: bbox=[45, 1224, 76, 1233]
venkatesh-headline-1: ನಮ್ಮ ಇಲಾಖೆಯಿಂದ ಪ್ರವಾಸಕ್ಕೆ bbox=[672, 93, 838, 113]
industry-quote-mark-icon: ❝ bbox=[660, 853, 679, 891]
dam-headline-2: ಸುರಕ್ಷತಾ ಸಮ್ಮೇಳನ ಇಂದು bbox=[210, 468, 469, 503]
hakkupatra-dateline: ಬೆಂಗಳೂರು: bbox=[568, 1206, 599, 1215]
masthead-date: 13 ಫೆಬ್ರವರಿ 2026 bbox=[54, 57, 114, 67]
kiru-drugs-text: ಬೆಂಗಳೂರಿನ ಆಡುಗೋಡಿ ಪೊಲೀಸ್ ಠಾಣೆಯ ವ್ಯಾಪ್ತಿಯಲ್ಲಿ ಮಾದಕ ವಸ್ತು ಮಾರಾಟ ಮಾಡುತ್ತಿದ್ದ ಇಬ್ಬರು ಆರೋಪಿಗಳನ್ನು ಬಂಧಿಸಿ 11 ಕೆಜಿಗೂ ಅಧಿಕ ಗಾಂಜಾ ವಶಪಡಿಸಿಕೊಳ್ಳಲಾಗಿದೆ. ಆರೋಪಿಗಳು ಹೊರರಾಜ್ಯದಿಂದ ಗಾಂಜಾ ತಂದು ನಗರದಲ್ಲಿ ಮಾರಾಟ ಮಾಡುತ್ತಿದ್ದರು. ಖಚಿತ ಮಾಹಿತಿ ಆಧರಿಸಿ ದಾಳಿ ನಡೆಸಿದ ಪೊಲೀಸರು ಆರೋಪಿಗಳನ್ನು ಬಂಧಿಸಿದ್ದಾರೆ. ವಶಪಡಿಸಿಕೊಂಡ ಮಾದಕ ವಸ್ತುವಿನ ಮೌಲ್ಯ ಲಕ್ಷಾಂತರ ರೂಪಾಯಿ ಎಂದು ಅಂದಾಜಿಸಲಾಗಿದೆ. ಪ್ರಕರಣ ದಾಖಲಿಸಿಕೊಂಡು ತನಿಖೆ ಮುಂದುವರಿಸಲಾಗಿದೆ ಎಂದು ಪೊಲೀಸ್ ಅಧಿಕಾರಿಗಳು ತಿಳಿಸಿದ್ದಾರೆ. bbox=[30, 900, 200, 989]
rathotsava-badge-text: ಕೊಟ್ಟೂರೇಶ್ವರ ರಥೋತ್ಸವ bbox=[532, 97, 592, 105]
darode-box-title: 129 ಸಾಕ್ಷ್ಯಾಧಾರಗಳು bbox=[370, 860, 452, 873]
coffee-headline-1: ಅಕ್ಕ ಕೆಫೆ ಸ್ಥಾಪನೆಗೆ ₹25 bbox=[634, 420, 842, 449]
coffee-box-body: ರಾಜ್ಯದಲ್ಲಿ 2.2 ಲಕ್ಷ ಹೆಕ್ಟೇರ್ ಭೂಮಿಯಲ್ಲಿ ಕಾಫಿ ಬೆಳೆಯಲಾಗುತ್ತಿದ್ದು, ದೇಶದಲ್ಲಿ ಪ್ರಥಮ ಸ್ಥಾನದಲ್ಲಿದೆ. ದೇಶದ ಒಟ್ಟು ಉತ್ಪಾದನೆಯ ಶೇ.70ರಷ್ಟು ಕರ್ನಾಟಕದಿಂದ ಬರುತ್ತಿದ್ದು, ಹೊಸ ಮಾರುಕಟ್ಟೆ ವಿಸ್ತರಣೆಗೆ ಕ್ರಮ ಕೈಗೊಳ್ಳಲಾಗುತ್ತಿದೆ. ಕಾಫಿ ಬೆಳೆಗಾರರಿಗೆ ಉತ್ತೇಜನ ನೀಡಲು ಹೊಸ ಯೋಜನೆ ರೂಪಿಸಲಾಗಿದೆ. bbox=[788, 594, 916, 653]
hijab-dateline: ಬೆಂಗಳೂರು: bbox=[96, 118, 128, 127]
kiru-bjp-dateline: ಬೆಳಗಾವಿ: bbox=[37, 480, 62, 489]
shivakumar-face bbox=[364, 636, 394, 670]
hakkupatra-body-2 bbox=[740, 1308, 920, 1434]
bjp-group-photo bbox=[208, 1226, 378, 1296]
kiru-leopard-dateline: ಚಾಮರಾಜನಗರ: bbox=[38, 690, 80, 699]
darode-box-body: ಆರೋಪಿಗಳ ವಿರುದ್ಧ ದರೋಡೆ, ಸಾಕ್ಷ್ಯನಾಶ, ಒಳಸಂಚು, ಬೆದರಿಕೆ ಸೇರಿದಂತೆ ವಿವಿಧ ಸೆಕ್ಷನ್ ಗಳಡಿ ಪ್ರಕರಣ ದಾಖಲಿಸಲಾಗಿದೆ. ಸಾಕ್ಷಿ ಹೇಳಿಕೆಗಳು, ವೈಜ್ಞಾನಿಕ ಸಾಕ್ಷ್ಯ, ಹಣ ವಶ ಸೇರಿದಂತೆ ಒಟ್ಟು 129 ಸಾಕ್ಷ್ಯಾಧಾರಗಳನ್ನು ಚಾರ್ಜ್ ಶೀಟ್ ನಲ್ಲಿ ಉಲ್ಲೇಖಿಸಲಾಗಿದೆ. bbox=[370, 878, 508, 927]
coffee-body-1: ●ಬೆಂಗಳೂರು: ಸ್ವಸಹಾಯ ಸಂಘಗಳ ಮಹಿಳೆಯರ ಸ್ವಾವಲಂಬನೆಗೆ ಒತ್ತು ನೀಡಲು ರಾಜ್ಯ ಸರ್ಕಾರ ಮುಂದಾಗಿದ್ದು, 2,500 ಕ್ಕೂ ಹೆಚ್ಚು ಅಕ್ಕ ಕೆಫೆ ಸ್ಥಾಪನೆಗೆ 25 ಕೋಟಿ ರೂ. ಮಂಜೂರು ಮಾಡಿದೆ. ಇದರಿಂದ ಹೆಚ್ಚು ಮಹಿಳೆಯರಿಗೆ ಉದ್ಯೋಗ ಲಭ್ಯವಾಗಲಿದೆ ಎಂದು ಸಚಿವ ಎಂ.ಬಿ. ಪಾಟೀಲ ಹೇಳಿದರು. ನಗರದಲ್ಲಿ ಆಯೋಜಿಸಿದ್ದ ಕಾರ್ಯಕ್ರಮದಲ್ಲಿ ಮಾತನಾಡಿ, ಗ್ರಾಮೀಣ ಪ್ರದೇಶದ ಮಹಿಳೆಯರಿಗೆ ಸ್ವಯಂ ಉದ್ಯೋಗ ಕಲ್ಪಿಸಲು ಸರ್ಕಾರ ಬದ್ಧವಾಗಿದೆ ಎಂದರು. ಪ್ರಧಾನ ಕಾರ್ಯದರ್ಶಿ ಸೆಲ್ವಕುಮಾರ್, ಕಾಫಿ ಮಂಡಳಿ ಅಧ್ಯಕ್ಷ ದಿನೇಶ್, ಕಾರ್ಯದರ್ಶಿ ಡಾ.ಕೆ.ಜಿ.ಜಗದೀಶ್ ಮತ್ತಿತರರು ಉಪಸ್ಥಿತರಿದ್ದರು. ಕಾಫಿ ಉದ್ಯಮದಲ್ಲಿ ಮಹಿಳೆಯರ ಪಾಲ್ಗೊಳ್ಳುವಿಕೆ ಹೆಚ್ಚಿಸಲು ಯೋಜನೆ ರೂಪಿಸಲಾಗಿದೆ. ಗ್ರಾಮೀಣ ಮಹಿಳೆಯರಿಗೆ ತರಬೇತಿ ನೀಡಲಾಗುವುದು. ಉತ್ತಮ ಗುಣಮಟ್ಟದ ಕಾಫಿಯನ್ನು ಗ್ರಾಹಕರಿಗೆ ಕಡಿಮೆ ದರದಲ್ಲಿ ಒದಗಿಸುವ ಉದ್ದೇಶ ಹೊಂದಲಾಗಿದೆ. ಪ್ರತಿ ಜಿಲ್ಲೆಯಲ್ಲೂ ಅಕ್ಕ ಕೆಫೆ ಆರಂಭಿಸಲಾಗುವುದು ಎಂದು ತಿಳಿಸಿದರು. bbox=[634, 490, 778, 650]
dam-body-continued-text: ಎರಡು ದಿನಗಳ ಕಾಲ ನಡೆಯಲಿರುವ ಅಂತಾರಾಷ್ಟ್ರೀಯ ಅಣೆಕಟ್ಟೆ ಸುರಕ್ಷತಾ ಸಮ್ಮೇಳನವನ್ನು ಮುಖ್ಯಮಂತ್ರಿ ಸಿದ್ದರಾಮಯ್ಯ ಉದ್ಘಾಟಿಸಲಿದ್ದಾರೆ ಎಂದು ಉಪ ಮುಖ್ಯಮಂತ್ರಿ ಡಿ.ಕೆ.ಶಿವಕುಮಾರ್ ತಿಳಿಸಿದರು. ವಿಧಾನಸೌಧದಲ್ಲಿ ಗುರುವಾರ ಸುದ್ದಿಗೋಷ್ಠಿಯಲ್ಲಿ ಮಾತನಾಡಿ, ರಾಜ್ಯದಲ್ಲಿ ಅಣೆಕಟ್ಟುಗಳ ಸುರಕ್ಷತೆಗೆ ಸರ್ಕಾರ ಹೆಚ್ಚಿನ ಆದ್ಯತೆ ನೀಡಿದೆ. ಕೇಂದ್ರ ಜಲಶಕ್ತಿ ಸಚಿವಾಲಯ, ವಿಶ್ವಬ್ಯಾಂಕ್ ಸಹಯೋಗದಲ್ಲಿ ಸಮ್ಮೇಳನ ಆಯೋಜಿಸಲಾಗಿದೆ. ದೇಶ ವಿದೇಶಗಳ ತಜ್ಞರು ಪಾಲ್ಗೊಳ್ಳಲಿದ್ದಾರೆ. ಅಣೆಕಟ್ಟೆಗಳ ನಿರ್ವಹಣೆ, ಹೊಸ ತಂತ್ರಜ್ಞಾನ ಬಳಕೆ ಕುರಿತು ಚರ್ಚೆ ನಡೆಯಲಿದೆ. ಭಾರತದಲ್ಲಿ 6,628 ಅಣೆಕಟ್ಟೆಗಳಿದ್ದು, ಕರ್ನಾಟಕದಲ್ಲಿ 231 ಅಣೆಕಟ್ಟೆಗಳಿವೆ. ಅಣೆಕಟ್ಟೆಗಳ ಸುರಕ್ಷತೆ ಬಗ್ಗೆ ದೇಶದಲ್ಲೇ ಕರ್ನಾಟಕ ಮುಂಚೂಣಿಯಲ್ಲಿದೆ. ತುಂಗಭದ್ರಾ ಜಲಾಶಯದ ಕ್ರಸ್ಟ್ ಗೇಟ್ ಘಟನೆಯ ನಂತರ ಎಲ್ಲ ಅಣೆಕಟ್ಟೆಗಳ ಪರಿಶೀಲನೆ ನಡೆಸಲಾಗಿದೆ ಎಂದರು. ಕೇಂದ್ರ ಸಚಿವ ಸಿ.ಆರ್.ಪಾಟೀಲ್ ಸಹಿತ ಹಲವು ಗಣ್ಯರು ಪಾಲ್ಗೊಳ್ಳಲಿದ್ದಾರೆ. 10 ದೇಶಗಳ 25 ಅಂತಾರಾಷ್ಟ್ರೀಯ ತಜ್ಞರು, 400ಕ್ಕೂ ಹೆಚ್ಚು ಪ್ರತಿನಿಧಿಗಳು ಆಗಮಿಸಲಿದ್ದಾರೆ ಎಂದು ತಿಳಿಸಿದರು. bbox=[346, 714, 622, 813]
records-box-title: ಬೆರಳ ತುದಿಯಲ್ಲಿ ದಾಖಲೆ bbox=[746, 1212, 837, 1225]
hijab-body: ●ಬೆಂಗಳೂರು: ರಾಜ್ಯದ ಶಿಕ್ಷಣ ಸಂಸ್ಥೆಗಳಲ್ಲಿ ಹಿಜಾಬ್ ಧರಿಸುವುದನ್ನು ನಿಷೇಧಿಸಲಾದ ಸಂದರ್ಭದಲ್ಲಿ ಹಿಂದೂಗಳನ್ನು ಕುಂಕುಮ ತಿಲಕ ಹಚ್ಚಿ ಶಾಲೆಗಳಿಗೆ ಕಳುಹಿಸಬೇಡಿ ಎಂದು ಹೇಳಿಕೆ ನೀಡಿದ್ದ ಮಾಜಿ ಶಾಸಕ ಕಾಂಗ್ರೆಸ್ ಮುಖಂಡ ಮುಕರಮ್ ಖಾನ್ ವಿರುದ್ಧದ ಕ್ರಿಮಿನಲ್ ಪ್ರಕರಣ ರದ್ದುಗೊಳಿಸಲು ಹೈಕೋರ್ಟ್ ನಿರಾಕರಿಸಿದೆ. ನನ್ನ ವಿರುದ್ಧದ ದಾಖಲಿಸಿರುವ ಪ್ರಕರಣ ರದ್ದುಪಡಿಸಬೇಕು ಎಂದು ಕೋರಿ ಮುಕರಮ್ ಖಾನ್ ಸಲ್ಲಿಸಿದ್ದ ಕ್ರಿಮಿನಲ್ ಅರ್ಜಿ ವಿಚಾರಣೆ ನಡೆಸಿದ ನ್ಯಾ. ಕೆ.ನಟರಾಜ್ ಅವರಿದ್ದ ಏಕಸದಸ್ಯ ನ್ಯಾಯಪೀಠ ಅರ್ಜಿ ವಜಾಗೊಳಿಸಿ ಆದೇಶಿಸಿದೆ. ಅರ್ಜಿದಾರ ಮುಕರಮ್ ಖಾನ್ ಅವರು ಮಾತನಾಡುವ ವಿಡಿಯೋ ಸಾಮಾಜಿಕ ಜಾಲತಾಣಗಳಲ್ಲಿ ಹರಿದಾಡಿತ್ತು. ಹಿಂದೂಗಳನ್ನು ಕುಂಕುಮ ತಿಲಕ ಹಚ್ಚಿ ಕಳುಹಿಸಬೇಡಿ ಎಂದು ಹೇಳಿಕೆ ನೀಡಿದ್ದು ಕೋಮು ಸೌಹಾರ್ದ ಕದಡುವ ಉದ್ದೇಶ ಹೊಂದಿತ್ತು ಎಂದು ಪೊಲೀಸರು ದೂರು ದಾಖಲಿಸಿದ್ದರು. ಹಿಂದೂಗಳ ಧಾರ್ಮಿಕ ಭಾವನೆಗಳಿಗೆ ಧಕ್ಕೆ ತಂದಿದ್ದಾರೆ ಎಂದು ಆರೋಪಿಸಲಾಗಿತ್ತು. ಪ್ರಕರಣದ ಹಿನ್ನೆಲೆ: ರಾಜ್ಯದ ಶಿಕ್ಷಣ ಸಂಸ್ಥೆಗಳಲ್ಲಿ ಹಿಜಾಬ್ ಧರಿಸುವುದನ್ನು ನಿಷೇಧಿಸಿ ಆದೇಶ ಬಳಿಕ ಸರ್ಕಾರ ಆದೇಶಿಸಿತ್ತು. ಈ ಸಂದರ್ಭದಲ್ಲಿ ಸೇಡಂನಲ್ಲಿ ಸಾರ್ವಜನಿಕ ಸಭೆಯಲ್ಲಿ ಮಾತನಾಡಿದ್ದ ಮುಕರಮ್ ಖಾನ್ ಹೇಳಿಕೆ ನೀಡಿದ್ದರು. ಸೇಡಂ ಪೊಲೀಸ್ ಠಾಣೆಯಲ್ಲಿ 2022ರ ಫೆಬ್ರವರಿ 11ರಂದು ದೂರು ದಾಖಲಿಸಲಾಗಿತ್ತು. bbox=[30, 118, 270, 279]
venkatesh-paragraph-3: ಶಾಸಕರು ವಿದೇಶ ಪ್ರವಾಸ ಹೋಗುವುದರ ಬಗ್ಗೆ ಯಾವುದೇ ಭಯ ಇಲ್ಲ. ಡಿ.ಕೆ.ಶಿವಕುಮಾರ್ ಬಣ, ಸಿದ್ದರಾಮಯ್ಯ ಬಣ ಎಂಬುದಿಲ್ಲ. ಎಲ್ಲರೂ ಕಾಂಗ್ರೆಸ್ ಪಕ್ಷದವರು. ಹೈಕಮಾಂಡ್ ತೀರ್ಮಾನ ಅಂತಿಮ. ಇದರಲ್ಲಿ ಯಾವುದೇ ಗೊಂದಲ ಇಲ್ಲ. ಶಾಸಕರ ಸಭೆಯಲ್ಲಿ ಎಲ್ಲ ವಿಚಾರ ಚರ್ಚೆಯಾಗಿದೆ. ಮುಖ್ಯಮಂತ್ರಿ ಬದಲಾವಣೆ ಬಗ್ಗೆ ಪ್ರಶ್ನೆಗೆ ಅದು ಹೈಕಮಾಂಡ್ ಗೆ ಬಿಟ್ಟ ವಿಚಾರ ಎಂದರು. ಕಾಂಗ್ರೆಸ್ ಸರ್ಕಾರ ಐದು ವರ್ಷ ಪೂರೈಸಲಿದೆ ಎಂದು ವಿಶ್ವಾಸ ವ್ಯಕ್ತಪಡಿಸಿದರು. bbox=[672, 234, 920, 283]
dam-quote-mark-icon: ❝ bbox=[412, 623, 432, 663]
